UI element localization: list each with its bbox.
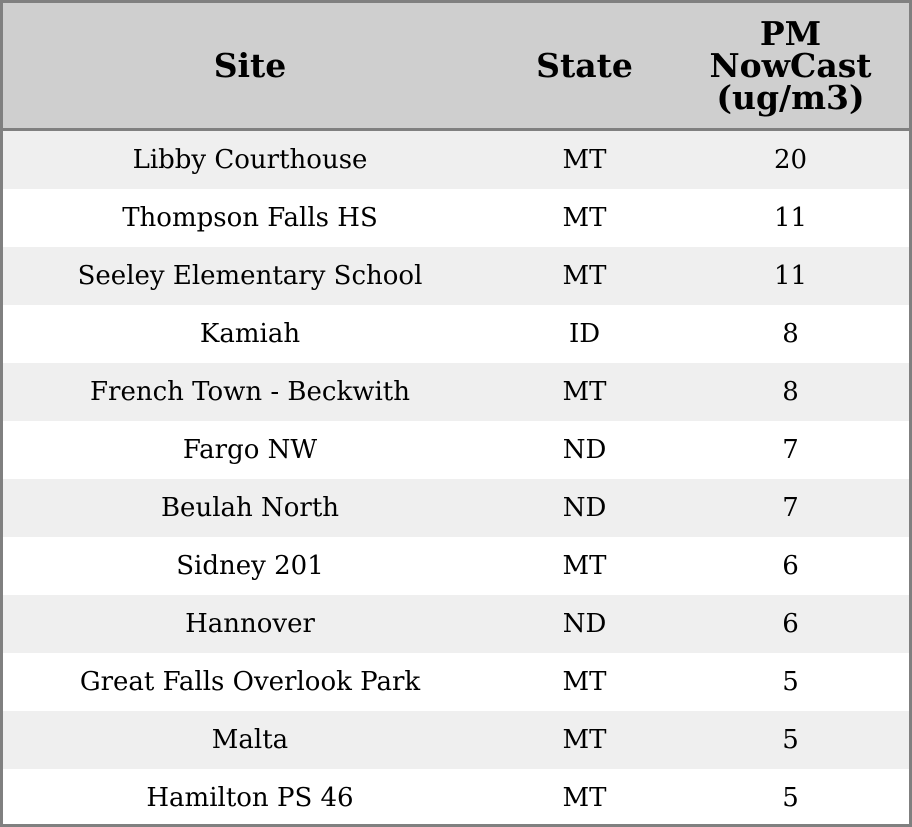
cell-state: MT xyxy=(497,537,672,595)
header-site-label: Site xyxy=(213,45,287,85)
cell-pm-nowcast: 5 xyxy=(672,769,909,827)
cell-state: ND xyxy=(497,421,672,479)
pm-nowcast-table xyxy=(3,3,909,827)
table-row xyxy=(3,363,909,421)
cell-site: French Town - Beckwith xyxy=(3,363,497,421)
table-row xyxy=(3,537,909,595)
header-pm-line-1: PM xyxy=(759,13,822,53)
table-row xyxy=(3,247,909,305)
cell-site: Hannover xyxy=(3,595,497,653)
cell-pm-nowcast: 6 xyxy=(672,537,909,595)
table-row xyxy=(3,305,909,363)
cell-site: Malta xyxy=(3,711,497,769)
header-state xyxy=(497,3,672,130)
cell-pm-nowcast: 5 xyxy=(672,653,909,711)
cell-site: Seeley Elementary School xyxy=(3,247,497,305)
cell-pm-nowcast: 7 xyxy=(672,479,909,537)
cell-pm-nowcast: 11 xyxy=(672,189,909,247)
cell-site: Libby Courthouse xyxy=(3,130,497,190)
cell-site: Thompson Falls HS xyxy=(3,189,497,247)
cell-state: MT xyxy=(497,711,672,769)
cell-pm-nowcast: 20 xyxy=(672,130,909,190)
table-header xyxy=(3,3,909,130)
cell-site: Kamiah xyxy=(3,305,497,363)
header-state-label: State xyxy=(536,45,633,85)
table-row xyxy=(3,130,909,190)
cell-site: Great Falls Overlook Park xyxy=(3,653,497,711)
cell-pm-nowcast: 6 xyxy=(672,595,909,653)
cell-site: Beulah North xyxy=(3,479,497,537)
table-row xyxy=(3,189,909,247)
cell-site: Hamilton PS 46 xyxy=(3,769,497,827)
cell-site: Fargo NW xyxy=(3,421,497,479)
header-pm-line-3: (ug/m3) xyxy=(716,77,865,117)
cell-state: MT xyxy=(497,769,672,827)
table-row xyxy=(3,711,909,769)
cell-state: ND xyxy=(497,479,672,537)
header-row xyxy=(3,3,909,130)
cell-pm-nowcast: 11 xyxy=(672,247,909,305)
cell-state: ND xyxy=(497,595,672,653)
cell-state: MT xyxy=(497,130,672,190)
cell-pm-nowcast: 5 xyxy=(672,711,909,769)
cell-site: Sidney 201 xyxy=(3,537,497,595)
cell-state: MT xyxy=(497,189,672,247)
table-row xyxy=(3,769,909,827)
cell-pm-nowcast: 8 xyxy=(672,363,909,421)
table-row xyxy=(3,479,909,537)
header-site xyxy=(3,3,497,130)
cell-state: MT xyxy=(497,247,672,305)
header-pm-nowcast xyxy=(672,3,909,130)
cell-state: MT xyxy=(497,363,672,421)
cell-pm-nowcast: 7 xyxy=(672,421,909,479)
cell-state: MT xyxy=(497,653,672,711)
table-row xyxy=(3,595,909,653)
table-body xyxy=(3,130,909,827)
cell-pm-nowcast: 8 xyxy=(672,305,909,363)
header-pm-line-2: NowCast xyxy=(709,45,872,85)
table-row xyxy=(3,653,909,711)
table-row xyxy=(3,421,909,479)
cell-state: ID xyxy=(497,305,672,363)
